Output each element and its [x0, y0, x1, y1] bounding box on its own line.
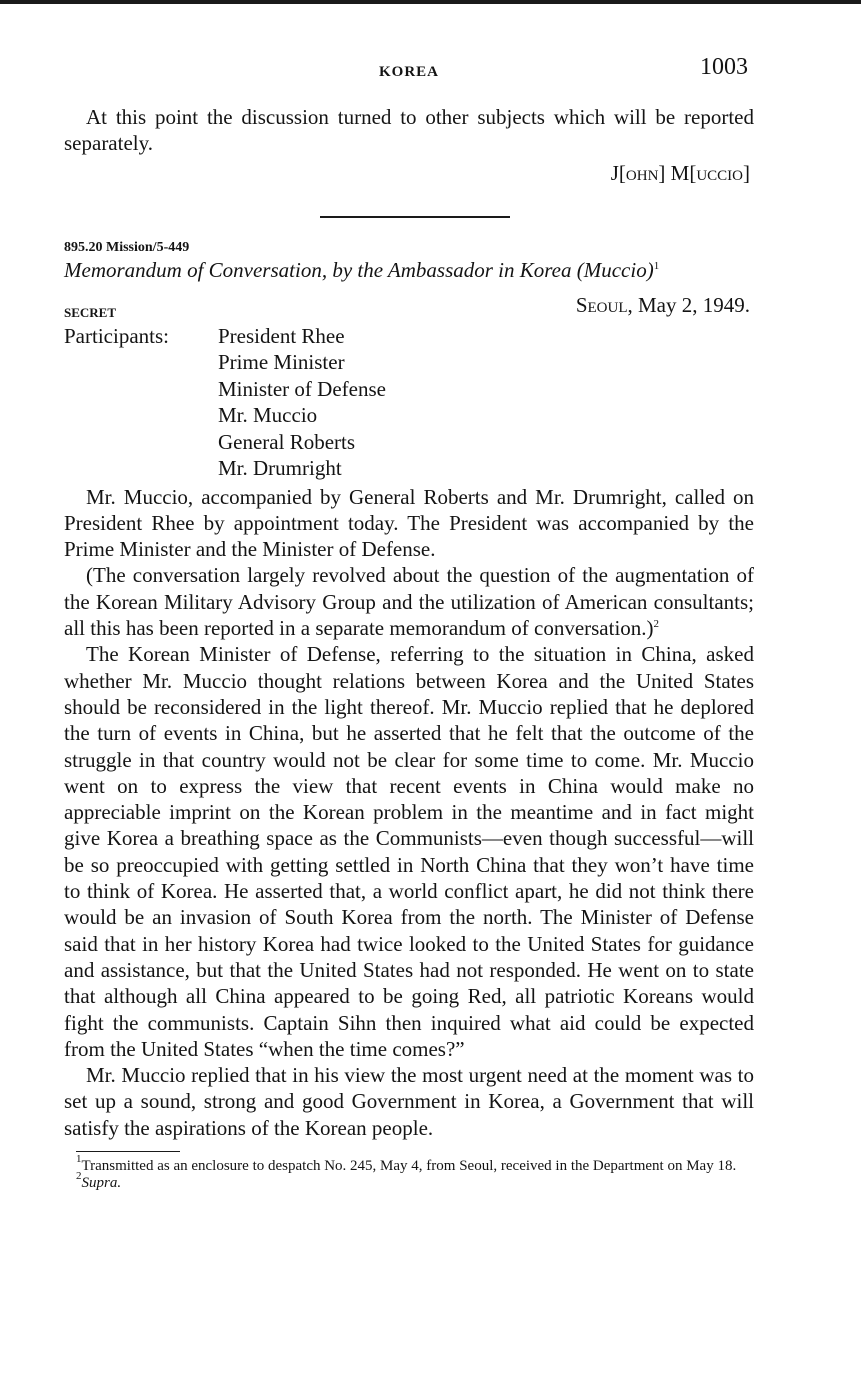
classification-label: SECRET [64, 304, 117, 320]
participant-item: Mr. Muccio [218, 403, 318, 428]
file-number: 895.20 Mission/5-449 [64, 239, 190, 255]
footnote-1 [64, 1153, 754, 1175]
participants-label: Participants: [64, 323, 169, 348]
date: May 2, 1949. [638, 292, 750, 317]
page-top-edge [0, 0, 861, 4]
body-paragraph-2 [64, 562, 754, 641]
footnote-1-marker: 1 [76, 1153, 82, 1166]
participant-item: Minister of Defense [218, 376, 386, 401]
footnote-1-text: Transmitted as an enclosure to despatch No. 245, May 4, from Seoul, received in the Department on May 18. [81, 1158, 737, 1175]
participants-list [218, 323, 386, 482]
participant-item: General Roberts [218, 429, 356, 454]
footnote-2-marker: 2 [76, 1170, 82, 1183]
running-title: KOREA [378, 64, 439, 80]
footnote-2-text: Supra. [81, 1175, 122, 1192]
participant-item: Mr. Drumright [218, 456, 342, 481]
body-paragraph-3: The Korean Minister of Defense, referring to the situation in China, asked whether Mr. Muccio thought relations between Korea and the United States should be reconsidered in the light thereof. Mr. Muccio replied that he deplored the turn of events in China, but he asserted that he felt that the outcome of the struggle in that country would not be clear for some time to come. Mr. Muccio went on to express the view that recent events in China would make no appreciable imprint on the Korean problem in the meantime and in fact might give Korea a breathing space as the Communists—even though successful—will be so preoccupied with getting settled in North China that they won’t have time to think of Korea. He asserted that, a world conflict apart, he did not think there would be an invasion of South Korea from the north. The Minister of Defense said that in her history Korea had twice looked to the United States for guidance and assistance, but that the United States had not responded. He went on to state that although all China appeared to be going Red, all patriotic Koreans would fight the communists. Captain Sihn then inquired what aid could be expected from the United States “when the time comes?” [64, 642, 754, 1061]
document-title [64, 258, 754, 283]
participants-block [64, 323, 754, 482]
running-header [64, 52, 754, 82]
place-date [576, 293, 750, 318]
intro-paragraph: At this point the discussion turned to other subjects which will be reported separately. [64, 105, 754, 156]
participant-item: President Rhee [218, 323, 345, 348]
page-number: 1003 [700, 54, 748, 80]
signature: J[ohn] M[uccio] [610, 160, 750, 185]
participant-item: Prime Minister [218, 350, 345, 375]
section-divider [320, 216, 510, 218]
body-paragraph-1: Mr. Muccio, accompanied by General Roberts and Mr. Drumright, called on President Rhee by appointment today. The President was accompanied by the Prime Minister and the Minister of Defense. [64, 484, 754, 562]
classification-row [64, 293, 754, 323]
footnote-ref-2[interactable]: 2 [653, 618, 660, 631]
body-paragraph-2-text: (The conversation largely revolved about the question of the augmentation of the Korean Military Advisory Group and the utilization of American consultants; all this has been reported in a separate memorandum of conversation.) [64, 563, 754, 641]
document-title-text: Memorandum of Conversation, by the Ambassador in Korea (Muccio) [64, 257, 654, 282]
footnote-2 [64, 1170, 754, 1192]
footnote-ref-1[interactable]: 1 [653, 259, 660, 272]
body-paragraph-4: Mr. Muccio replied that in his view the most urgent need at the moment was to set up a sound, strong and good Government in Korea, a Government that will satisfy the aspirations of the Korean people. [64, 1063, 754, 1140]
document-page [64, 52, 754, 1192]
footnote-rule [76, 1151, 180, 1152]
place: Seoul, [575, 292, 633, 317]
